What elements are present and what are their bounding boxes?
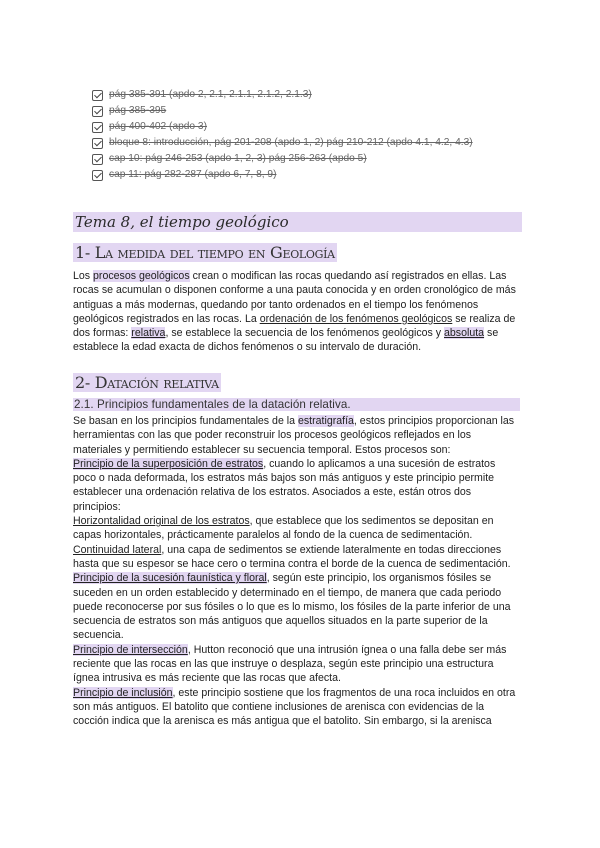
principle-name: Horizontalidad original de los estratos	[73, 515, 250, 528]
checklist-item-label: pág 385-391 (apdo 2, 2.1, 2.1.1, 2.1.2, 2.1.3)	[109, 89, 312, 100]
principle-name: Principio de la sucesión faunística y floral	[73, 572, 267, 585]
principle-name: Continuidad lateral	[73, 543, 162, 556]
checklist-item[interactable]	[92, 87, 473, 103]
checklist-item-label: cap 11: pág 282-287 (apdo 6, 7, 8, 9)	[109, 169, 277, 180]
principle-text: , este principio sostiene que los fragmentos de una roca incluidos en otra son más antiguos. El batolito que contiene inclusiones de arenisca con evidencias de la cocción indica que la arenisca es más antigua que el batolito. Sin embargo, si la arenisca	[73, 686, 516, 728]
chapter-title: Tema 8, el tiempo geológico	[73, 212, 522, 232]
checked-checkbox-icon[interactable]	[92, 138, 103, 149]
principle-paragraph	[73, 686, 518, 729]
principle-text: , una capa de sedimentos se extiende lateralmente en todas direcciones hasta que su espesor se hace cero o termina contra el borde de la cuenca de sedimentación.	[73, 543, 511, 570]
checked-checkbox-icon[interactable]	[92, 170, 103, 181]
checklist-item[interactable]	[92, 167, 473, 183]
checked-checkbox-icon[interactable]	[92, 154, 103, 165]
checklist-item-label: pág 400-402 (apdo 3)	[109, 121, 207, 132]
principle-text: , que establece que los sedimentos se depositan en capas horizontales, prácticamente paralelos al fondo de la cuenca de sedimentación.	[73, 515, 494, 542]
principle-paragraph	[73, 543, 518, 572]
principle-name: Principio de inclusión	[73, 686, 173, 699]
principle-text: , cuando lo aplicamos a una sucesión de estratos poco o nada deformada, los estratos más bajos son más antiguos y este principio permite establecer una ordenación relativa de los estratos. Asociados a este, están otros dos principios:	[73, 457, 496, 513]
section-2-heading	[73, 373, 518, 392]
text-run: crean o modifican las rocas quedando así registrados en ellas. Las rocas se acumulan o disponen conforme a una pauta conocida y en orden cronológico de más antiguas a más modernas, quedando por tanto ordenados en el tiempo los fenómenos geológicos registrados en las rocas. La	[73, 270, 516, 325]
principle-paragraph	[73, 457, 518, 514]
text-run: se realiza de dos formas:	[73, 312, 516, 340]
text-run: , se establece la secuencia de los fenómenos geológicos y	[165, 327, 445, 340]
principle-name: Principio de intersección	[73, 643, 188, 656]
section-2-1-subheading: 2.1. Principios fundamentales de la datación relativa.	[73, 398, 520, 411]
highlighted-term: relativa	[131, 327, 166, 340]
highlighted-term: procesos geológicos	[93, 270, 190, 282]
text-run: se establece la edad exacta de dichos fenómenos o su intervalo de duración.	[73, 327, 499, 354]
principle-text: , según este principio, los organismos fósiles se suceden en un orden establecido y determinado en el tiempo, de manera que cada periodo puede reconocerse por sus fósiles o lo que es lo mismo, los fósiles de la parte inferior de una secuencia de estratos son más antiguos que aquellos situados en la parte superior de la secuencia.	[73, 572, 511, 642]
principle-name: Principio de la superposición de estratos	[73, 457, 264, 470]
checklist-item[interactable]	[92, 119, 473, 135]
text-run: , estos principios proporcionan las herramientas con las que poder reconstruir los procesos geológicos reflejados en los materiales y permitiendo establecer su secuencia temporal. Estos procesos son:	[73, 415, 515, 456]
section-2-heading-text: 2- Datación relativa	[75, 373, 219, 392]
section-1-heading	[73, 243, 518, 262]
text-run: Los	[73, 270, 94, 282]
section-1-heading-text: 1- La medida del tiempo en Geología	[75, 243, 335, 262]
principle-paragraph	[73, 643, 518, 686]
highlighted-term: absoluta	[444, 327, 485, 340]
reading-checklist	[92, 87, 473, 183]
checked-checkbox-icon[interactable]	[92, 106, 103, 117]
checklist-item[interactable]	[92, 135, 473, 151]
checklist-item[interactable]	[92, 103, 473, 119]
text-run: Se basan en los principios fundamentales de la	[73, 415, 298, 427]
intro-paragraph	[73, 414, 518, 457]
underlined-term: ordenación de los fenómenos geológicos	[259, 312, 453, 325]
section-2-body	[73, 414, 518, 729]
highlighted-term: estratigrafía	[297, 415, 354, 427]
checklist-item[interactable]	[92, 151, 473, 167]
checked-checkbox-icon[interactable]	[92, 90, 103, 101]
principle-paragraph	[73, 514, 518, 543]
checklist-item-label: pág 385-395	[109, 105, 167, 116]
principle-text: , Hutton reconoció que una intrusión ígnea o una falla debe ser más reciente que las rocas en las que instruye o desplaza, según este principio una estructura ígnea intrusiva es más reciente que las rocas que afecta.	[73, 643, 507, 685]
principle-paragraph	[73, 571, 518, 642]
section-1-paragraph	[73, 269, 518, 355]
checklist-item-label: bloque 8: introducción, pág 201-208 (apdo 1, 2) pág 210-212 (apdo 4.1, 4.2, 4.3)	[109, 137, 473, 148]
checked-checkbox-icon[interactable]	[92, 122, 103, 133]
checklist-item-label: cap 10: pág 246-253 (apdo 1, 2, 3) pág 256-263 (apdo 5)	[109, 153, 367, 164]
